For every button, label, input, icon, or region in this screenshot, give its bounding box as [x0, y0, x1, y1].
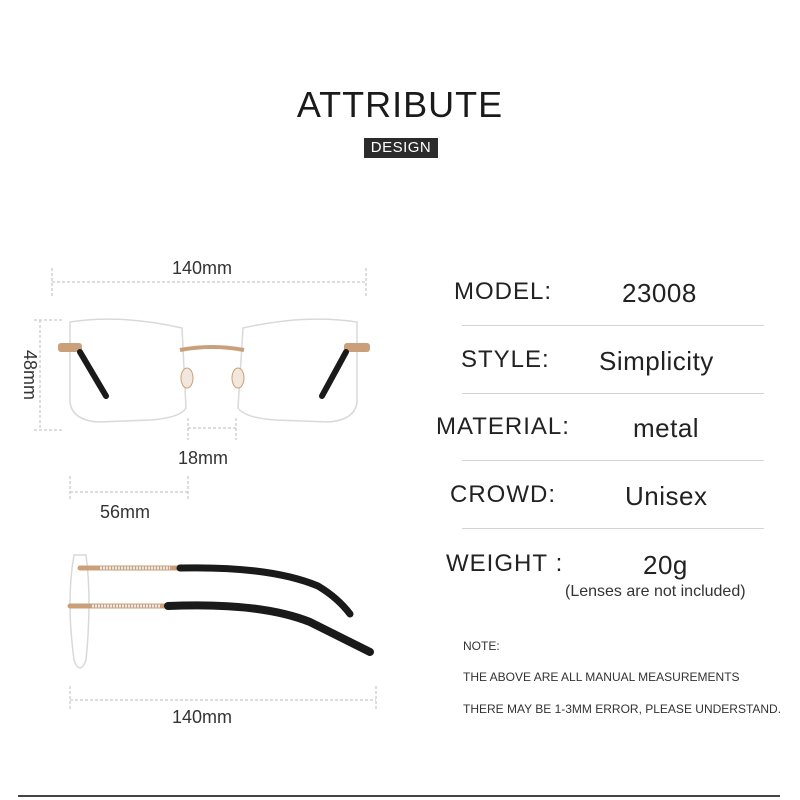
- lens-width-label: 56mm: [100, 502, 151, 522]
- spec-value: 23008: [622, 278, 697, 308]
- spec-value: Unisex: [625, 481, 708, 511]
- temple-length-label: 140mm: [172, 707, 233, 727]
- front-view-glasses: [58, 319, 370, 422]
- page-title: ATTRIBUTE: [296, 84, 504, 125]
- spec-value: Simplicity: [599, 346, 714, 376]
- note-line-2: THERE MAY BE 1-3MM ERROR, PLEASE UNDERSTAND.: [463, 702, 782, 716]
- spec-row-material: [430, 413, 780, 453]
- frame-width-label: 140mm: [172, 258, 233, 278]
- dimension-lines: [34, 268, 376, 710]
- note-line-1: THE ABOVE ARE ALL MANUAL MEASUREMENTS: [463, 670, 740, 684]
- spec-row-style: [430, 346, 780, 386]
- spec-label: STYLE:: [461, 346, 550, 373]
- bottom-divider: [18, 795, 780, 797]
- design-badge: DESIGN: [364, 138, 438, 158]
- spec-label: WEIGHT :: [446, 550, 564, 577]
- bridge-width-label: 18mm: [178, 448, 229, 468]
- side-view-glasses: [70, 555, 370, 668]
- separator: [462, 460, 764, 461]
- separator: [462, 528, 764, 529]
- spec-value: metal: [633, 413, 700, 443]
- lens-height-label: 48mm: [20, 350, 40, 401]
- spec-value: 20g: [643, 550, 688, 580]
- separator: [462, 325, 764, 326]
- spec-label: CROWD:: [450, 481, 556, 508]
- spec-row-model: [430, 278, 780, 318]
- note-heading: NOTE:: [463, 639, 500, 653]
- spec-label: MODEL:: [454, 278, 553, 305]
- separator: [462, 393, 764, 394]
- weight-note: (Lenses are not included): [565, 583, 746, 600]
- spec-label: MATERIAL:: [436, 413, 570, 440]
- spec-row-crowd: [430, 481, 780, 521]
